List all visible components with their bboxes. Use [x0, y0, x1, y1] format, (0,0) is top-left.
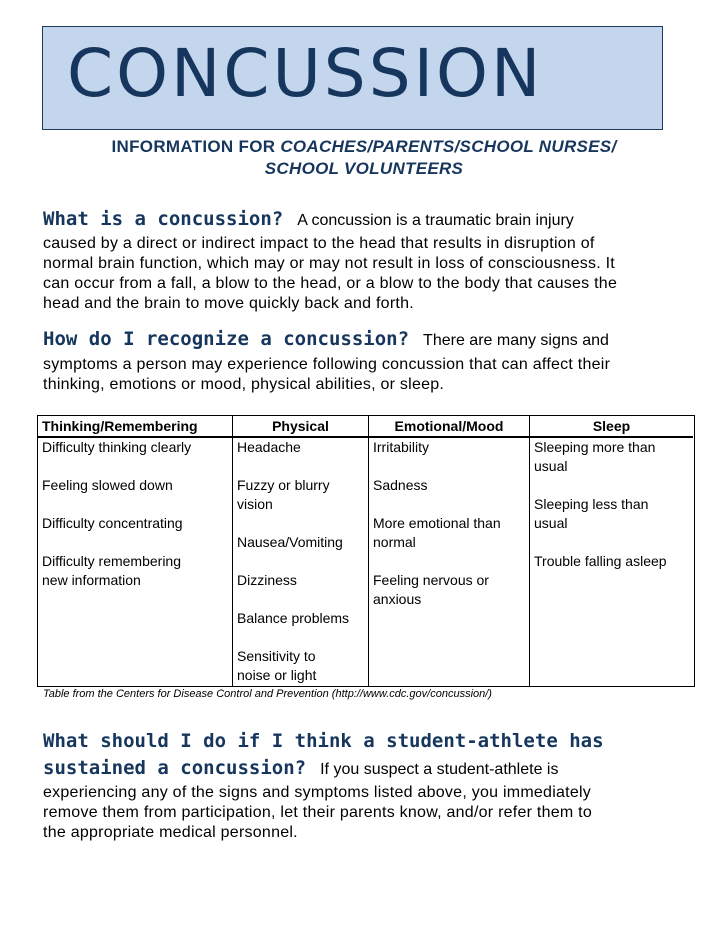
subtitle-audience-line2: SCHOOL VOLUNTEERS — [264, 159, 464, 178]
paragraph-line: can occur from a fall, a blow to the head, or a blow to the body that causes the — [43, 275, 618, 292]
section-lead: If you suspect a student-athlete is — [320, 761, 559, 778]
symptoms-table — [37, 415, 695, 687]
table-cell: noise or light — [237, 667, 317, 683]
table-header: Thinking/Remembering — [38, 416, 232, 438]
subtitle-prefix: INFORMATION FOR — [111, 137, 281, 156]
table-column-thinking — [38, 416, 232, 686]
table-cell: Feeling nervous or — [373, 572, 489, 588]
paragraph-line: experiencing any of the signs and symptoms listed above, you immediately — [43, 784, 592, 801]
paragraph-line: normal brain function, which may or may not result in loss of consciousness. It — [43, 255, 615, 272]
section-what-is — [43, 206, 683, 314]
section-heading: What is a concussion? — [43, 208, 284, 230]
title-banner — [42, 26, 663, 130]
table-header: Sleep — [530, 416, 693, 438]
paragraph-line: remove them from participation, let their parents know, and/or refer them to — [43, 804, 593, 821]
section-heading: sustained a concussion? — [43, 757, 307, 779]
table-caption: Table from the Centers for Disease Control and Prevention (http://www.cdc.gov/concussion/) — [43, 688, 492, 700]
paragraph-line: thinking, emotions or mood, physical abilities, or sleep. — [43, 376, 445, 393]
table-cell: Irritability — [373, 439, 430, 455]
table-cell: Sensitivity to — [237, 648, 316, 664]
table-cell: usual — [534, 515, 568, 531]
table-column-physical — [232, 416, 368, 686]
table-cell: Trouble falling asleep — [534, 553, 667, 569]
table-header: Emotional/Mood — [369, 416, 529, 438]
section-heading: How do I recognize a concussion? — [43, 328, 410, 350]
table-cell: Difficulty concentrating — [42, 515, 183, 531]
table-cell: Nausea/Vomiting — [237, 534, 343, 550]
table-cell: Sleeping less than — [534, 496, 649, 512]
table-cell: Balance problems — [237, 610, 350, 626]
table-cell: new information — [42, 572, 141, 588]
table-cell: Feeling slowed down — [42, 477, 173, 493]
subtitle-audience-line1: COACHES/PARENTS/SCHOOL NURSES/ — [280, 137, 617, 156]
subtitle — [0, 136, 728, 180]
table-cell: usual — [534, 458, 568, 474]
table-cell: Dizziness — [237, 572, 297, 588]
table-cell: Sadness — [373, 477, 428, 493]
section-lead: A concussion is a traumatic brain injury — [297, 212, 574, 229]
table-cell: Fuzzy or blurry — [237, 477, 330, 493]
table-column-emotional — [368, 416, 529, 686]
table-cell: More emotional than — [373, 515, 501, 531]
section-what-to-do — [43, 728, 683, 843]
paragraph-line: the appropriate medical personnel. — [43, 824, 298, 841]
section-heading: What should I do if I think a student-athlete has — [43, 730, 604, 752]
table-cell: anxious — [373, 591, 422, 607]
table-cell: Headache — [237, 439, 301, 455]
page-title: CONCUSSION — [67, 35, 544, 112]
paragraph-line: head and the brain to move quickly back and forth. — [43, 295, 414, 312]
paragraph-line: symptoms a person may experience following concussion that can affect their — [43, 356, 611, 373]
section-lead: There are many signs and — [423, 332, 609, 349]
section-recognize — [43, 325, 683, 395]
table-cell: Difficulty remembering — [42, 553, 182, 569]
table-cell: Difficulty thinking clearly — [42, 439, 192, 455]
table-header: Physical — [233, 416, 368, 438]
table-cell: Sleeping more than — [534, 439, 656, 455]
table-column-sleep — [529, 416, 693, 686]
table-cell: normal — [373, 534, 416, 550]
table-cell: vision — [237, 496, 273, 512]
paragraph-line: caused by a direct or indirect impact to the head that results in disruption of — [43, 235, 595, 252]
